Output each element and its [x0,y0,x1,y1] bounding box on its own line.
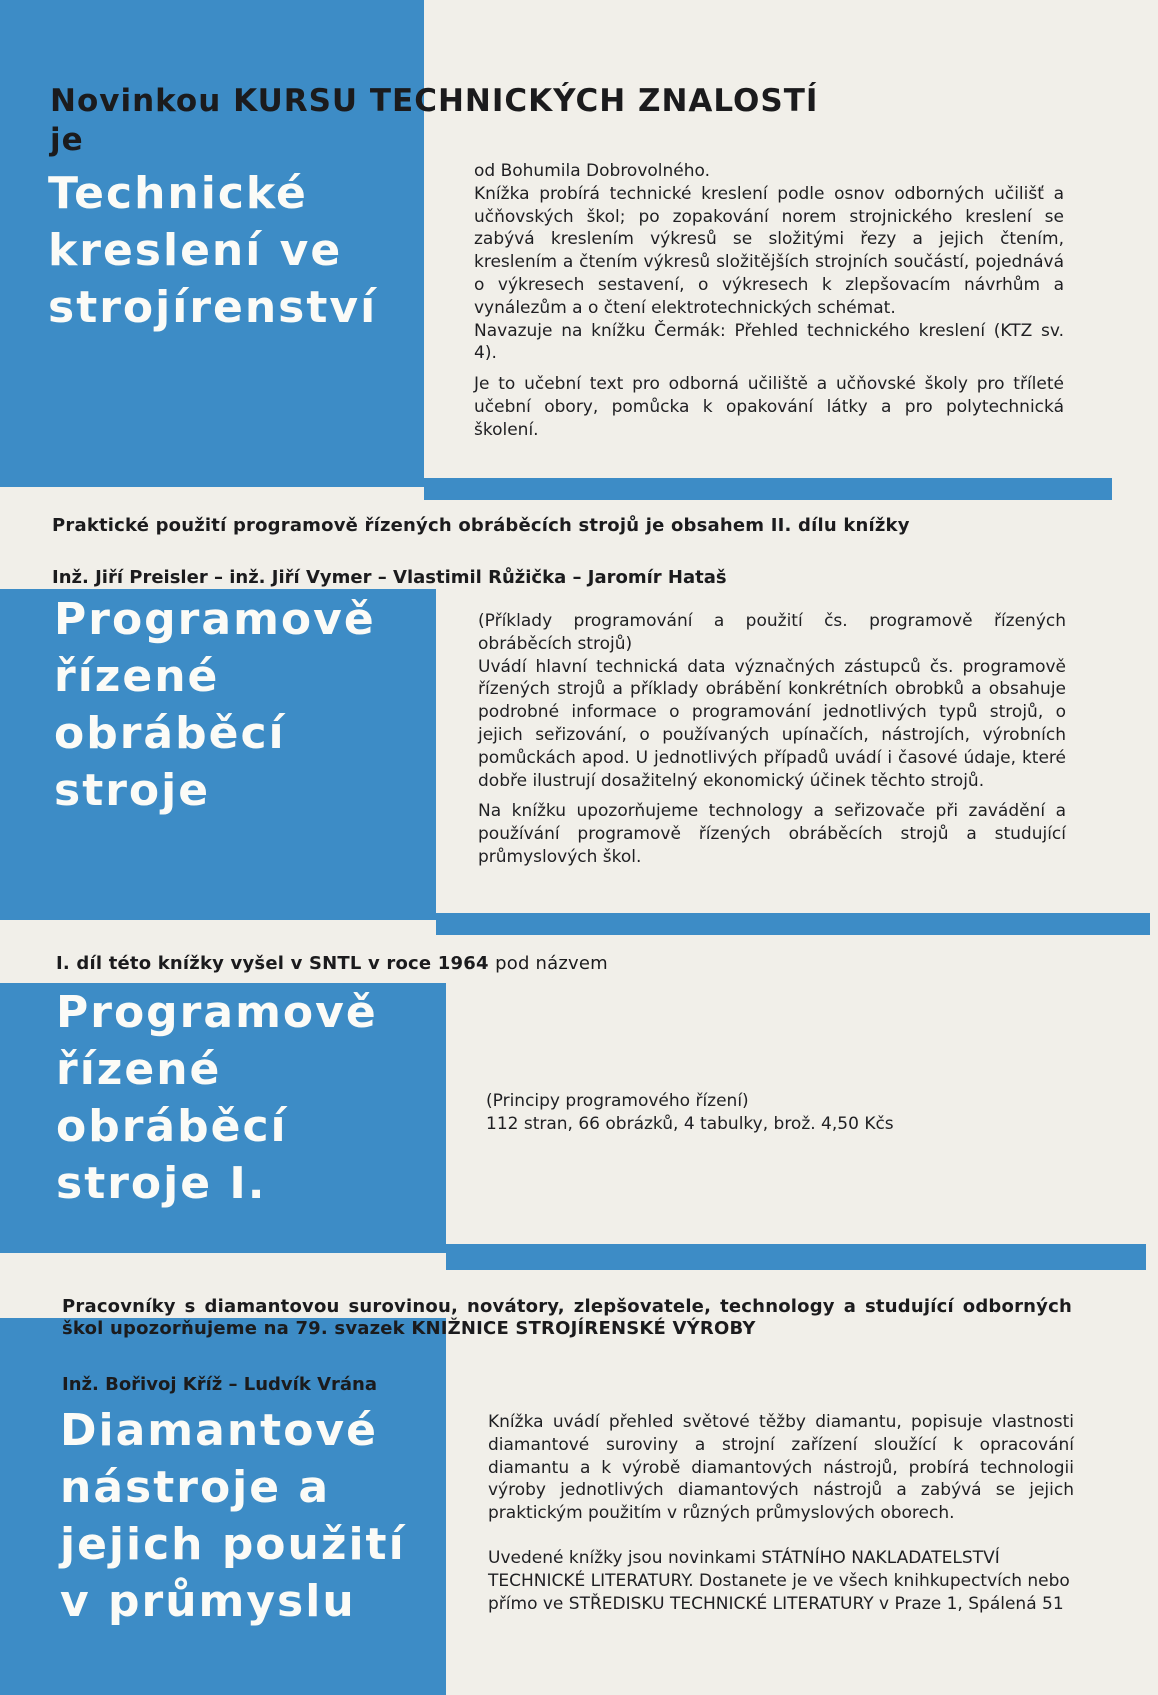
description-paragraph: Knížka probírá technické kreslení podle osnov odborných učilišť a učňovských škol; po zopakování norem strojnického kreslení se zabývá kreslením výkresů se složitými řezy a jejich čtením, kreslením a čtením výkresů složitějších strojních součástí, pojednává o výkresech sestavení, o výkresech k zlepšovacím návrhům a vynálezům a o čtení elektrotechnických schémat. [474,183,1064,318]
book-title-3: Programově řízené obráběcí stroje I. [56,987,378,1209]
description-paragraph: Uvádí hlavní technická data význačných zástupců čs. programově řízených strojů a příklady obrábění konkrétních obrobků a obsahuje podrobné informace o programování jednotlivých typů strojů, o jejich seřizování, o používaných upínačích, nástrojích, výrobních pomůckách apod. U jednotlivých případů uvádí i časové údaje, které dobře ilustrují dosažitelný ekonomický účinek těchto strojů. [478,656,1066,791]
description-paragraph: od Bohumila Dobrovolného. [474,161,711,181]
description-paragraph: Knížka uvádí přehled světové těžby diamantu, popisuje vlastnosti diamantové suroviny a strojní zařízení sloužící k opracování diamantu a k výrobě diamantových nástrojů, probírá technologii výroby jednotlivých diamantových nástrojů a zabývá se jejich praktickým použitím v různých průmyslových oborech. [488,1412,1074,1524]
book-authors-2: Inž. Jiří Preisler – inž. Jiří Vymer – Vlastimil Růžička – Jaromír Hataš [52,567,727,588]
description-paragraph: Je to učební text pro odborná učiliště a učňovské školy pro tříleté učební obory, pomůcka k opakování látky a pro polytechnická školení. [474,374,1064,440]
book-authors-4: Inž. Bořivoj Kříž – Ludvík Vrána [62,1374,377,1395]
section-intro-4: Pracovníky s diamantovou surovinou, novátory, zlepšovatele, technology a studující odborných škol upozorňujeme na 79. svazek KNIŽNICE STROJÍRENSKÉ VÝROBY [62,1296,1072,1339]
divider-stripe-3 [446,1244,1146,1270]
book-description-1 [474,160,1064,442]
description-paragraph: Na knížku upozorňujeme technology a seřizovače při zavádění a používání programově řízených obráběcích strojů a studující průmyslových škol. [478,801,1066,867]
divider-stripe-1 [424,478,1112,500]
first-part-note: I. díl této knížky vyšel v SNTL v roce 1964 [56,953,489,974]
series-header-je: je [50,122,84,158]
description-paragraph: (Principy programového řízení) [486,1091,749,1111]
description-paragraph: (Příklady programování a použití čs. programově řízených obráběcích strojů) [478,611,1066,654]
section-intro-3 [56,953,956,975]
divider-stripe-2 [436,913,1150,935]
first-part-note-tail: pod názvem [495,953,608,974]
book-title-1: Technické kreslení ve strojírenství [48,168,378,333]
book-specs: 112 stran, 66 obrázků, 4 tabulky, brož. 4,50 Kčs [486,1113,894,1134]
book-description-3 [486,1090,1046,1136]
book-title-2: Programově řízené obráběcí stroje [54,594,376,816]
book-description-4 [488,1411,1074,1615]
description-paragraph: Navazuje na knížku Čermák: Přehled technického kreslení (KTZ sv. 4). [474,320,1064,364]
book-description-2 [478,610,1066,869]
series-header: Novinkou KURSU TECHNICKÝCH ZNALOSTÍ [50,83,819,119]
publisher-note: Uvedené knížky jsou novinkami STÁTNÍHO NAKLADATELSTVÍ TECHNICKÉ LITERATURY. Dostanete je ve všech knihkupectvích nebo přímo ve STŘEDISKU TECHNICKÉ LITERATURY v Praze 1, Spálená 51 [488,1547,1070,1614]
section-intro-2: Praktické použití programově řízených obráběcích strojů je obsahem II. dílu knížky [52,515,910,536]
book-title-4: Diamantové nástroje a jejich použití v průmyslu [60,1405,406,1627]
